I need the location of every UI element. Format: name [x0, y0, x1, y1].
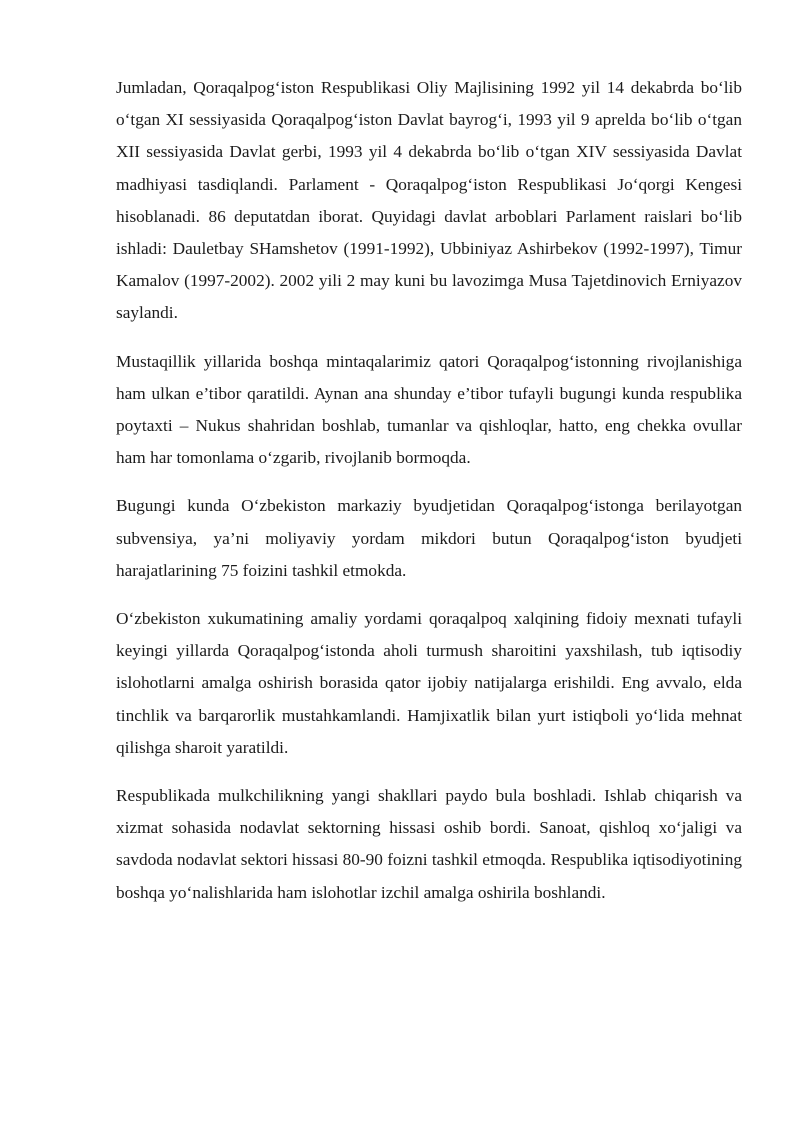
paragraph-government-assistance: O‘zbekiston xukumatining amaliy yordami qoraqalpoq xalqining fidoiy mexnati tufayli keyingi yillarda Qoraqalpog‘istonda aholi turmush sharoitini yaxshilash, tub iqtisodiy islohotlarni amalga oshirish borasida qator ijobiy natijalarga erishildi. Eng avvalo, elda tinchlik va barqarorlik mustahkamlandi. Hamjixatlik bilan yurt istiqboli yo‘lida mehnat qilishga sharoit yaratildi. — [116, 609, 742, 757]
paragraph-ownership-reforms: Respublikada mulkchilikning yangi shakllari paydo bula boshladi. Ishlab chiqarish va xizmat sohasida nodavlat sektorning hissasi oshib bordi. Sanoat, qishloq xo‘jaligi va savdoda nodavlat sektori hissasi 80-90 foizni tashkil etmoqda. Respublika iqtisodiyotining boshqa yo‘nalishlarida ham islohotlar izchil amalga oshirila boshlandi. — [116, 786, 742, 902]
paragraph-budget-subsidy: Bugungi kunda O‘zbekiston markaziy byudjetidan Qoraqalpog‘istonga berilayotgan subvensiya, ya’ni moliyaviy yordam mikdori butun Qoraqalpog‘iston byudjeti harajatlarining 75 foizini tashkil etmokda. — [116, 496, 742, 580]
paragraph-independence-development: Mustaqillik yillarida boshqa mintaqalarimiz qatori Qoraqalpog‘istonning rivojlanishiga ham ulkan e’tibor qaratildi. Aynan ana shunday e’tibor tufayli bugungi kunda respublika poytaxti – Nukus shahridan boshlab, tumanlar va qishloqlar, hatto, eng chekka ovullar ham har tomonlama o‘zgarib, rivojlanib bormoqda. — [116, 351, 742, 468]
paragraph-parliament-history: Jumladan, Qoraqalpog‘iston Respublikasi Oliy Majlisining 1992 yil 14 dekabrda bo‘lib o‘tgan XI sessiyasida Qoraqalpog‘iston Davlat bayrog‘i, 1993 yil 9 aprelda bo‘lib o‘tgan XII sessiyasida Davlat gerbi, 1993 yil 4 dekabrda bo‘lib o‘tgan XIV sessiyasida Davlat madhiyasi tasdiqlandi. Parlament - Qoraqalpog‘iston Respublikasi Jo‘qorgi Kengesi hisoblanadi. 86 deputatdan iborat. Quyidagi davlat arboblari Parlament raislari bo‘lib ishladi: Dauletbay SHamshetov (1991-1992), Ubbiniyaz Ashirbekov (1992-1997), Timur Kamalov (1997-2002). 2002 yili 2 may kuni bu lavozimga Musa Tajetdinovich Erniyazov saylandi. — [116, 78, 742, 323]
document-body — [116, 72, 742, 925]
